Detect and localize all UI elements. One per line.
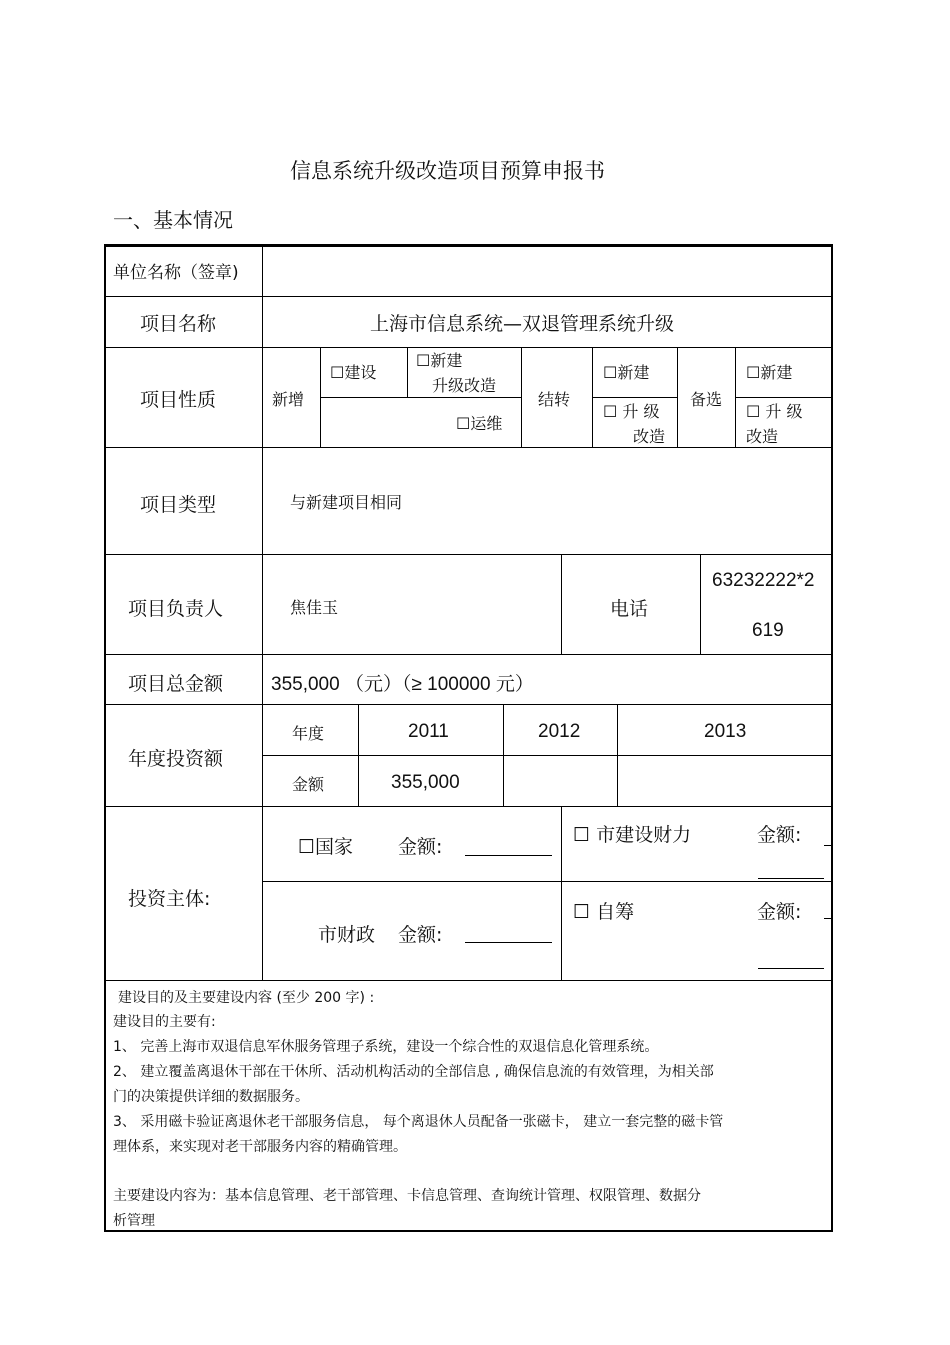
total-value: 355,000 （元）（≥ 100000 元）: [271, 674, 534, 695]
carry-upgrade-checkbox[interactable]: ☐ 升 级: [603, 402, 660, 421]
nature-newbuild-checkbox[interactable]: ☐新建: [416, 351, 463, 370]
content-line: 理体系，来实现对老干部服务内容的精确管理。: [113, 1139, 407, 1155]
owner-label: 项目负责人: [128, 598, 224, 620]
project-type-value: 与新建项目相同: [290, 493, 403, 512]
content-line: 3、 采用磁卡验证离退休老干部服务信息， 每个离退休人员配备一张磁卡， 建立一套完整的磁卡管: [113, 1114, 724, 1130]
nature-newbuild-sub: 升级改造: [432, 376, 497, 395]
content-line: 2、 建立覆盖离退休干部在干休所、活动机构活动的全部信息 , 确保信息流的有效管理，为相关部: [113, 1064, 714, 1080]
state-amount-field[interactable]: [465, 855, 552, 856]
nature-ops-checkbox[interactable]: ☐运维: [456, 414, 503, 433]
investor-label: 投资主体:: [128, 888, 211, 910]
owner-value: 焦佳玉: [290, 598, 339, 617]
city-build-fund-checkbox[interactable]: ☐ 市建设财力: [573, 824, 692, 846]
content-heading: 建设目的及主要建设内容 (至少 200 字) :: [118, 990, 375, 1006]
annual-label: 年度投资额: [128, 748, 224, 770]
year-2013: 2013: [704, 721, 747, 742]
year-2012: 2012: [538, 721, 581, 742]
content-line: 建设目的主要有:: [113, 1014, 216, 1030]
content-line: 1、 完善上海市双退信息军休服务管理子系统，建设一个综合性的双退信息化管理系统。: [113, 1039, 659, 1055]
city-build-fund-amount-field[interactable]: [758, 878, 824, 879]
amount-label: 金额: [292, 775, 325, 794]
city-fin-label: 市财政: [318, 924, 376, 946]
document-title: 信息系统升级改造项目预算申报书: [290, 159, 605, 183]
self-fund-amount-field[interactable]: [758, 968, 824, 969]
year-label: 年度: [292, 724, 325, 743]
nature-new-label: 新增: [272, 390, 305, 409]
carry-upgrade-sub: 改造: [633, 427, 666, 446]
nature-build-checkbox[interactable]: ☐建设: [330, 363, 377, 382]
city-build-fund-amount-field-tail: [824, 845, 831, 846]
phone-value-line2: 619: [752, 620, 784, 641]
section-heading: 一、基本情况: [113, 208, 233, 232]
backup-upgrade-sub: 改造: [746, 427, 779, 446]
total-label: 项目总金额: [128, 673, 224, 695]
content-line: 主要建设内容为：基本信息管理、老干部管理、卡信息管理、查询统计管理、权限管理、数据分: [113, 1188, 701, 1204]
project-type-label: 项目类型: [140, 494, 217, 516]
state-checkbox[interactable]: ☐国家: [298, 836, 354, 858]
self-fund-amount-label: 金额:: [757, 901, 802, 923]
city-fin-amount-label: 金额:: [398, 924, 443, 946]
year-2011: 2011: [408, 721, 449, 742]
city-fin-amount-field[interactable]: [465, 942, 552, 943]
state-amount-label: 金额:: [398, 836, 443, 858]
content-line: 析管理: [113, 1213, 155, 1229]
content-line: 门的决策提供详细的数据服务。: [113, 1089, 309, 1105]
self-fund-checkbox[interactable]: ☐ 自筹: [573, 901, 635, 923]
phone-label: 电话: [610, 598, 649, 620]
unit-label: 单位名称（签章): [113, 263, 239, 283]
self-fund-amount-field-tail: [824, 918, 831, 919]
project-name-label: 项目名称: [140, 313, 217, 335]
nature-carry-label: 结转: [538, 390, 571, 409]
backup-upgrade-checkbox[interactable]: ☐ 升 级: [746, 402, 803, 421]
backup-new-checkbox[interactable]: ☐新建: [746, 363, 793, 382]
nature-backup-label: 备选: [690, 390, 723, 409]
phone-value-line1: 63232222*2: [712, 570, 815, 591]
carry-new-checkbox[interactable]: ☐新建: [603, 363, 650, 382]
project-name-value: 上海市信息系统—双退管理系统升级: [370, 313, 675, 335]
city-build-fund-amount-label: 金额:: [757, 824, 802, 846]
amount-2011: 355,000: [391, 772, 460, 793]
project-nature-label: 项目性质: [140, 389, 217, 411]
